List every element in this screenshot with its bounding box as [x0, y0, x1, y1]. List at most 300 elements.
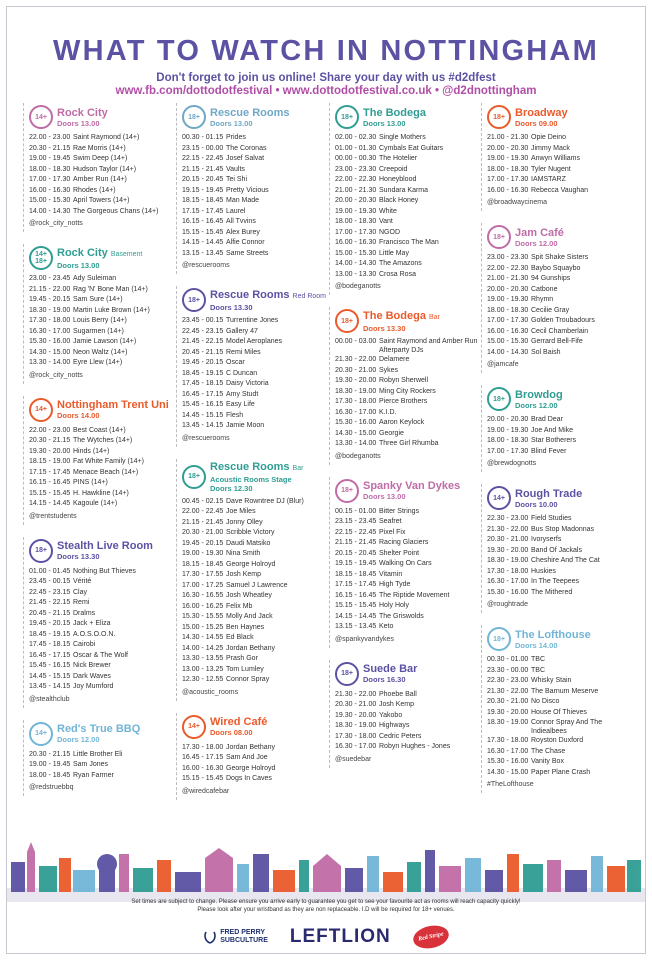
- set-time: 19.45 - 20.15: [29, 620, 71, 627]
- act-name: Joy Mumford: [73, 683, 114, 690]
- set-time: 23.15 - 00.00: [182, 144, 224, 152]
- act-name: Cairobi: [73, 641, 96, 648]
- act-name: Ben Haynes: [226, 623, 265, 631]
- venue-name-text: Browdog: [515, 388, 563, 401]
- venue-title-group: [515, 488, 582, 509]
- set-time: 18.15 - 18.45: [182, 560, 224, 568]
- venue-handle[interactable]: @wiredcafebar: [182, 787, 230, 795]
- act-name: Sam Jones: [73, 761, 109, 768]
- city-skyline-illustration: [7, 840, 645, 902]
- leftlion-logo: LEFTLION: [289, 926, 391, 947]
- act-name: Dogs In Caves: [226, 775, 272, 782]
- act-name: Easy Life: [226, 401, 255, 408]
- act-name: C Duncan: [226, 369, 258, 377]
- set-time: 20.45 - 21.15: [29, 609, 71, 617]
- set-time: 19.30 - 20.00: [487, 708, 529, 716]
- act-name: Cedric Peters: [379, 732, 422, 740]
- set-time: 16.00 - 16.25: [182, 602, 224, 610]
- act-name: Connor Spray And The Indiealbees: [531, 719, 603, 735]
- act-name: Spit Shake Sisters: [531, 254, 589, 261]
- venue-header: [29, 105, 175, 129]
- set-row: [182, 144, 328, 155]
- act-name: Felix Mb: [226, 602, 253, 610]
- venue-handle[interactable]: @broadwaycinema: [487, 199, 548, 206]
- set-time: 18.30 - 19.00: [487, 719, 529, 726]
- column-2: [176, 103, 328, 812]
- set-time: 15.30 - 16.00: [487, 758, 529, 765]
- act-name: The Gorgeous Chans (14+): [73, 207, 159, 215]
- set-row: [335, 549, 481, 560]
- sponsor-logos: [0, 926, 652, 948]
- set-time: 13.30 - 14.00: [29, 359, 71, 366]
- act-name: Jordan Bethany: [226, 644, 276, 652]
- act-name: Hinds (14+): [73, 447, 110, 455]
- set-time: 13.15 - 13.45: [182, 249, 224, 257]
- set-row: [487, 535, 633, 546]
- venue-name: [363, 107, 426, 119]
- set-time: 23.00 - 23.30: [335, 165, 377, 173]
- set-time: 14.30 - 15.00: [29, 348, 71, 356]
- act-name: Opie Deino: [531, 134, 567, 141]
- act-name: Holy Holy: [379, 602, 409, 609]
- doors-time: Doors 13.30: [210, 302, 253, 312]
- age-badge: [487, 627, 511, 651]
- set-time: 22.30 - 23.00: [487, 677, 529, 684]
- set-time: 23.45 - 00.15: [29, 578, 71, 585]
- set-time: 18.30 - 19.00: [335, 722, 377, 729]
- act-name: Pierce Brothers: [379, 398, 428, 405]
- venue-handle[interactable]: @stealthclub: [29, 695, 70, 703]
- set-row: [29, 348, 175, 359]
- set-row: [335, 517, 481, 528]
- set-time: 23.30 - 00.00: [487, 666, 529, 674]
- set-row: [182, 217, 328, 228]
- age-label: 18+: [341, 670, 353, 677]
- act-name: Cecil Chamberlain: [531, 327, 589, 335]
- set-time: 16.45 - 17.15: [182, 390, 224, 398]
- set-row: [182, 411, 328, 422]
- set-row: [29, 196, 175, 207]
- set-time: 16.30 - 16.55: [182, 592, 224, 599]
- set-time: 00.15 - 01.00: [335, 507, 377, 515]
- venue-handle[interactable]: @rescuerooms: [182, 434, 230, 442]
- set-row: [29, 619, 175, 630]
- doors-time: Doors 13.00: [363, 118, 406, 128]
- set-time: 14.00 - 14.30: [29, 207, 71, 215]
- venue-handle[interactable]: @brewdognotts: [487, 460, 537, 467]
- act-name: Oscar: [226, 359, 245, 366]
- set-time: 21.15 - 21.45: [182, 165, 224, 173]
- venue-title-group: [515, 629, 591, 650]
- act-name: Bus Stop Madonnas: [531, 525, 595, 533]
- footer-notes: [0, 898, 652, 914]
- age-label: 14+: [493, 494, 505, 502]
- set-row: [335, 507, 481, 518]
- venue-header: [335, 309, 481, 333]
- venue-header: [335, 105, 481, 129]
- venue-name-text: Nottingham Trent Uni: [57, 399, 169, 411]
- set-row: [29, 457, 175, 468]
- set-time: 17.00 - 17.25: [182, 581, 224, 589]
- set-time: 19.00 - 19.45: [29, 155, 71, 162]
- act-name: Amber Run (14+): [73, 176, 127, 183]
- act-name: Nothing But Thieves: [73, 567, 136, 575]
- set-time: 18.45 - 19.15: [182, 369, 224, 377]
- set-row: [487, 567, 633, 578]
- set-time: 15.00 - 15.30: [487, 338, 529, 345]
- act-name: Josef Salvat: [226, 155, 265, 162]
- set-time: 17.00 - 17.30: [487, 317, 529, 324]
- set-row: [335, 154, 481, 165]
- act-name: Racing Glaciers: [379, 539, 429, 546]
- act-name: Single Mothers: [379, 134, 426, 141]
- venue-name: [363, 480, 460, 492]
- set-row: [487, 747, 633, 758]
- set-time: 22.45 - 23.15: [29, 588, 71, 596]
- set-row: [487, 316, 633, 327]
- set-row: [335, 238, 481, 249]
- doors-time: Doors 13.30: [363, 323, 406, 333]
- set-time: 19.45 - 20.15: [182, 539, 224, 547]
- venue-block: [23, 396, 175, 525]
- set-time: 18.30 - 19.00: [487, 557, 529, 564]
- venue-handle[interactable]: @rock_city_notts: [29, 371, 83, 379]
- act-name: No Disco: [531, 698, 560, 705]
- set-row: [335, 337, 481, 355]
- set-row: [335, 196, 481, 207]
- set-time: 19.30 - 20.00: [487, 546, 529, 554]
- doors-time: Doors 09.00: [515, 118, 558, 128]
- act-name: Huskies: [531, 567, 556, 575]
- venue-header: [487, 627, 633, 651]
- act-name: Brad Dear: [531, 416, 563, 423]
- venue-name-text: The Bodega: [363, 106, 426, 119]
- set-row: [29, 640, 175, 651]
- age-badge: [182, 105, 206, 129]
- venue-suffix: Red Room: [292, 292, 327, 300]
- act-name: Sam And Joe: [226, 754, 268, 761]
- set-row: [335, 355, 481, 366]
- set-row: [182, 507, 328, 518]
- set-row: [182, 602, 328, 613]
- age-label-secondary: 18+: [35, 258, 47, 265]
- set-row: [182, 753, 328, 764]
- doors-time: Doors 13.00: [210, 118, 253, 128]
- set-row: [182, 421, 328, 432]
- act-name: Blind Fever: [531, 447, 567, 455]
- act-name: Rag 'N' Bone Man (14+): [73, 285, 148, 293]
- set-row: [335, 690, 481, 701]
- set-row: [29, 186, 175, 197]
- set-row: [487, 556, 633, 567]
- set-row: [335, 742, 481, 753]
- venue-name-text: The Bodega: [363, 309, 426, 322]
- act-name: All Tvvins: [226, 218, 256, 225]
- act-name: Jonny Olley: [226, 518, 263, 526]
- set-row: [487, 133, 633, 144]
- act-name: Louis Berry (14+): [73, 317, 127, 324]
- set-time: 14.15 - 14.45: [335, 612, 377, 620]
- set-time: 19.00 - 19.30: [487, 426, 529, 434]
- set-time: 00.30 - 01.15: [182, 134, 224, 141]
- set-row: [182, 165, 328, 176]
- set-time: 19.45 - 20.15: [182, 359, 224, 366]
- venue-name: [57, 107, 108, 119]
- set-row: [29, 760, 175, 771]
- venue-header: [487, 486, 633, 510]
- set-time: 17.00 - 17.30: [335, 228, 377, 236]
- set-row: [487, 655, 633, 666]
- set-row: [182, 518, 328, 529]
- age-badge: [182, 465, 206, 489]
- act-name: Daisy Victoria: [226, 380, 269, 387]
- venue-name-text: Rescue Rooms: [210, 288, 290, 301]
- act-name: The Griswolds: [379, 612, 424, 620]
- set-time: 15.00 - 15.30: [29, 197, 71, 204]
- act-name: Sundara Karma: [379, 186, 429, 194]
- set-row: [29, 358, 175, 369]
- set-time: 19.30 - 20.00: [29, 447, 71, 455]
- act-name: The Coronas: [226, 144, 267, 152]
- set-row: [487, 337, 633, 348]
- set-time: 13.30 - 13.55: [182, 655, 224, 662]
- set-time: 21.30 - 22.00: [487, 687, 529, 695]
- act-name: Tei Shi: [226, 176, 248, 183]
- set-time: 22.00 - 23.00: [29, 134, 71, 141]
- venue-name: [363, 310, 440, 324]
- act-name: The Mithered: [531, 588, 573, 596]
- set-time: 21.00 - 21.30: [335, 186, 377, 194]
- set-row: [29, 144, 175, 155]
- venue-handle[interactable]: @spankyvandykes: [335, 635, 394, 643]
- act-name: Golden Troubadours: [531, 317, 595, 324]
- venue-name: [210, 107, 289, 119]
- set-time: 19.00 - 19.30: [335, 207, 377, 215]
- venue-handle[interactable]: @trentstudents: [29, 512, 77, 520]
- age-badge: [335, 309, 359, 333]
- act-name: Baybo Squaybo: [531, 264, 581, 272]
- act-name: Creepoid: [379, 165, 408, 173]
- set-row: [29, 207, 175, 218]
- age-label: 18+: [341, 317, 353, 325]
- venue-handle[interactable]: @suedebar: [335, 755, 372, 763]
- act-name: Molly And Jack: [226, 613, 273, 620]
- set-row: [29, 468, 175, 479]
- set-time: 20.15 - 20.45: [182, 176, 224, 183]
- set-time: 16.15 - 16.45: [29, 479, 71, 486]
- act-name: Ryan Farmer: [73, 771, 114, 779]
- set-row: [29, 489, 175, 500]
- set-time: 17.30 - 18.00: [29, 317, 71, 324]
- set-row: [487, 154, 633, 165]
- set-time: 15.30 - 16.00: [335, 419, 377, 426]
- venue-handle[interactable]: #TheLofthouse: [487, 781, 534, 788]
- act-name: Prash Gor: [226, 655, 258, 662]
- age-label: 14+: [35, 251, 47, 258]
- doors-time: Doors 13.30: [57, 552, 100, 561]
- set-time: 19.00 - 19.30: [487, 296, 529, 303]
- set-row: [335, 397, 481, 408]
- venue-handle[interactable]: @jamcafe: [487, 361, 519, 368]
- act-name: Sugarmen (14+): [73, 327, 124, 335]
- venue-name: [210, 461, 303, 475]
- set-row: [335, 249, 481, 260]
- act-name: TBC: [531, 656, 545, 663]
- venue-handle[interactable]: @rock_city_notts: [29, 220, 83, 227]
- act-name: Cymbals Eat Guitars: [379, 144, 444, 152]
- set-time: 21.00 - 21.30: [487, 275, 529, 282]
- venue-title-group: [210, 289, 326, 312]
- act-name: Highways: [379, 722, 410, 729]
- act-name: Joe Miles: [226, 508, 256, 515]
- venue-handle[interactable]: @roughtrade: [487, 601, 528, 608]
- act-name: Francisco The Man: [379, 239, 439, 246]
- act-name: Clay: [73, 588, 88, 596]
- act-name: Little May: [379, 249, 409, 257]
- set-row: [29, 588, 175, 599]
- act-name: Sykes: [379, 366, 399, 374]
- venue-handle[interactable]: @acoustic_rooms: [182, 688, 239, 696]
- age-label: 18+: [188, 473, 200, 480]
- set-time: 21.30 - 22.00: [335, 690, 377, 698]
- act-name: Field Studies: [531, 515, 572, 522]
- venue-name: [515, 389, 563, 401]
- act-name: Anwyn Williams: [531, 155, 581, 162]
- set-time: 00.00 - 03.00: [335, 338, 377, 345]
- venue-handle[interactable]: @bodeganotts: [335, 452, 381, 460]
- act-name: Remi: [73, 599, 90, 606]
- set-row: [182, 175, 328, 186]
- set-row: [335, 270, 481, 281]
- set-row: [29, 436, 175, 447]
- venue-title-group: [515, 107, 568, 128]
- set-time: 17.30 - 17.55: [182, 571, 224, 578]
- act-name: Remi Miles: [226, 348, 261, 356]
- set-row: [487, 687, 633, 698]
- venue-name-text: Rock City: [57, 106, 108, 119]
- set-row: [182, 591, 328, 602]
- act-name: Paper Plane Crash: [531, 768, 591, 776]
- act-name: Star Botherers: [531, 437, 577, 444]
- set-time: 18.00 - 18.30: [29, 165, 71, 173]
- set-time: 19.15 - 19.45: [182, 186, 224, 194]
- act-name: April Towers (14+): [73, 197, 130, 204]
- set-row: [182, 348, 328, 359]
- set-row: [335, 418, 481, 429]
- age-badge: [335, 479, 359, 503]
- venue-name-text: Suede Bar: [363, 663, 418, 675]
- venue-handle[interactable]: @bodeganotts: [335, 283, 381, 290]
- age-badge: [182, 715, 206, 739]
- act-name: Honeyblood: [379, 176, 417, 183]
- set-row: [487, 306, 633, 317]
- act-name: IAMSTARZ: [531, 176, 566, 183]
- set-row: [29, 165, 175, 176]
- venue-suffix: Bar: [429, 313, 440, 321]
- act-name: The Hotelier: [379, 155, 418, 162]
- venue-block: [329, 307, 481, 465]
- set-row: [29, 316, 175, 327]
- act-name: Royston Duxford: [531, 737, 584, 744]
- set-row: [487, 274, 633, 285]
- set-time: 21.45 - 22.15: [182, 338, 224, 345]
- act-name: Model Aeroplanes: [226, 338, 283, 345]
- set-row: [487, 708, 633, 719]
- set-time: 17.15 - 17.45: [335, 581, 377, 588]
- set-time: 22.00 - 22.30: [487, 264, 529, 272]
- set-time: 00.30 - 01.00: [487, 656, 529, 663]
- act-name: George Holroyd: [226, 764, 276, 772]
- set-time: 15.00 - 15.25: [182, 623, 224, 631]
- set-row: [182, 549, 328, 560]
- act-name: Three Girl Rhumba: [379, 440, 439, 447]
- act-name: Catbone: [531, 285, 558, 293]
- set-row: [487, 588, 633, 599]
- set-row: [29, 337, 175, 348]
- set-time: 14.30 - 14.55: [182, 634, 224, 641]
- set-time: 16.30 - 17.00: [487, 747, 529, 755]
- age-badge: [487, 387, 511, 411]
- set-time: 16.30 - 17.00: [29, 327, 71, 335]
- set-time: 20.45 - 21.15: [182, 348, 224, 356]
- act-name: Dave Rowntree DJ (Blur): [226, 497, 304, 505]
- set-time: 18.00 - 18.30: [487, 306, 529, 314]
- doors-time: Doors 14.00: [57, 411, 100, 420]
- social-links[interactable]: www.fb.com/dottodotfestival • www.dottodotfestival.co.uk • @d2dnottingham: [115, 85, 537, 97]
- age-badge: [487, 225, 511, 249]
- set-row: [182, 612, 328, 623]
- venue-handle[interactable]: @redstruebbq: [29, 784, 74, 791]
- set-time: 14.45 - 15.15: [29, 672, 71, 680]
- act-name: White: [379, 207, 397, 215]
- subculture-text: SUBCULTURE: [220, 937, 268, 944]
- act-name: Vitamin: [379, 570, 403, 578]
- set-time: 16.30 - 17.00: [335, 408, 377, 416]
- act-name: Neon Waltz (14+): [73, 348, 128, 356]
- act-name: Menace Beach (14+): [73, 468, 139, 476]
- venue-title-group: [210, 107, 289, 128]
- set-row: [29, 447, 175, 458]
- venue-block: [176, 713, 328, 800]
- age-label: 18+: [493, 233, 505, 241]
- venue-block: [481, 103, 633, 211]
- act-name: Rebecca Vaughan: [531, 186, 589, 194]
- set-time: 16.00 - 16.30: [335, 239, 377, 246]
- set-time: 19.45 - 20.15: [29, 296, 71, 303]
- age-label: 14+: [35, 113, 47, 121]
- set-time: 20.30 - 21.15: [29, 437, 71, 444]
- venue-header: [29, 398, 175, 422]
- act-name: Turrentine Jones: [226, 317, 279, 324]
- set-row: [182, 133, 328, 144]
- doors-time: Doors 13.00: [57, 118, 100, 128]
- set-time: 22.00 - 23.00: [29, 426, 71, 434]
- venue-name: [515, 629, 591, 641]
- act-name: Saint Raymond (14+): [73, 134, 140, 141]
- set-row: [182, 249, 328, 260]
- venue-name: [57, 399, 169, 411]
- red-stripe-logo: Red Stripe: [411, 922, 451, 951]
- set-time: 15.30 - 16.00: [487, 588, 529, 596]
- set-time: 16.15 - 16.45: [182, 218, 224, 225]
- act-name: Band Of Jackals: [531, 546, 582, 554]
- set-row: [487, 144, 633, 155]
- set-time: 20.30 - 21.15: [29, 144, 71, 152]
- venue-name-text: Broadway: [515, 106, 568, 119]
- age-badge: [29, 539, 53, 563]
- set-row: [487, 676, 633, 687]
- venue-handle[interactable]: @rescuerooms: [182, 262, 230, 269]
